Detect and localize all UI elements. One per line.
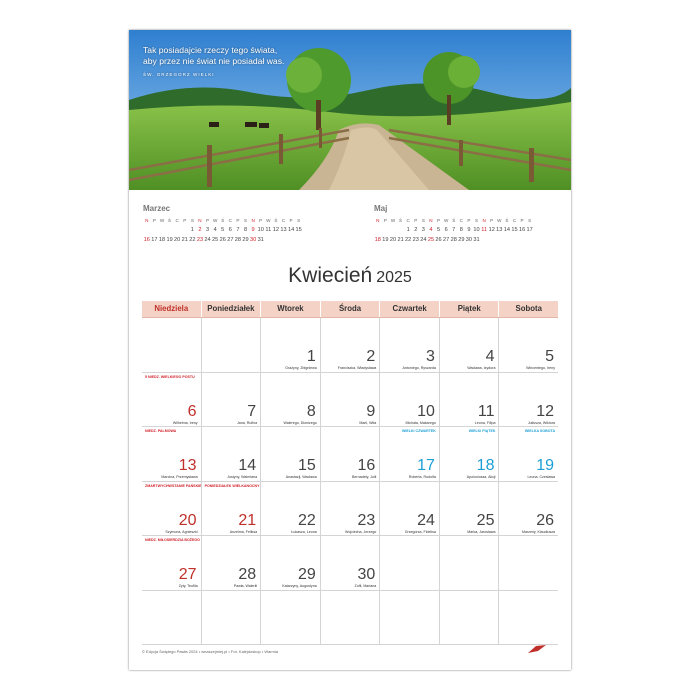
liturgical-note: WIELKA SOBOTA [524,429,556,433]
quote [143,45,284,80]
name-day: Wojciecha, Jerzego [345,529,377,534]
name-day: Grzegorza, Fidelisa [404,529,436,534]
mini-day-number: 26 [219,237,226,243]
mini-day-number: 17 [526,227,533,233]
day-cell [142,373,201,427]
mini-day-letter: P [183,217,187,223]
mini-day-number: 24 [204,237,211,243]
name-day: Juliusza, Wiktora [527,420,556,425]
mini-day-number: 14 [287,227,295,233]
calendar-sheet [129,30,571,670]
mini-week-row [143,235,302,245]
day-number: 10 [417,402,435,420]
mini-day-number: 31 [473,237,480,243]
month-year: 2025 [376,269,412,286]
weekday-label: Środa [320,301,380,317]
day-number: 26 [536,511,555,529]
day-cell [439,318,499,372]
mini-day-number: 15 [511,227,518,233]
day-cell [201,427,261,481]
day-number: 23 [357,511,376,529]
mini-calendar-march [143,204,302,245]
name-day: Marka, Jarosława [467,529,496,534]
mini-day-letter: P [236,217,240,223]
mini-day-header [374,215,533,225]
mini-day-number: 6 [228,227,232,233]
day-cell [320,427,380,481]
mini-day-number: 19 [382,237,389,243]
day-number: 7 [247,402,257,420]
day-number: 21 [238,511,257,529]
weekday-label: Sobota [498,301,558,317]
day-cell [201,536,261,590]
day-cell [379,536,439,590]
mini-day-letter: Ś [452,217,456,223]
day-cell [142,536,201,590]
day-cell [260,482,320,536]
day-number: 20 [178,511,197,529]
mini-day-number: 4 [213,227,217,233]
mini-day-number: 7 [236,227,240,233]
mini-day-number: 16 [518,227,526,233]
day-cell [379,318,439,372]
mini-day-number: 18 [374,237,381,243]
day-cell [379,427,439,481]
mini-day-letter: W [159,217,165,223]
mini-day-number: 11 [265,227,272,233]
mini-day-number: 4 [429,227,433,233]
quote-line-2: aby przez nie świat nie posiadał was. [143,56,285,66]
day-cell [320,536,380,590]
mini-day-number: 15 [295,227,302,233]
name-day: Anzelma, Feliksa [229,529,258,534]
mini-day-number: 5 [221,227,225,233]
mini-day-number: 2 [198,227,202,233]
mini-day-number: 3 [421,227,425,233]
mini-day-number: 14 [503,227,510,233]
day-cell [439,536,499,590]
weekday-label: Piątek [439,301,499,317]
mini-day-number: 23 [412,237,419,243]
mini-day-letter: P [383,217,387,223]
day-cell [260,591,320,645]
liturgical-note: 5 NIEDZ. WIELKIEGO POSTU [145,374,195,379]
mini-day-letter: Ś [505,217,509,223]
day-cell [320,318,380,372]
day-number: 8 [306,402,316,420]
landscape-photo [129,30,571,190]
day-number: 15 [297,457,316,474]
mini-day-number: 29 [242,237,249,243]
day-cell [260,373,320,427]
day-cell [142,318,201,372]
mini-day-letter: P [289,217,293,223]
mini-day-letter: N [482,217,486,223]
mini-day-letter: P [152,217,156,223]
mini-day-number: 3 [205,227,210,233]
name-day: Leona, Filipa [474,420,496,425]
mini-day-letter: Ś [168,217,172,223]
day-number: 27 [178,566,197,583]
mini-day-number: 18 [158,237,166,243]
name-day: Szymona, Agnieszki [165,529,198,534]
day-number: 13 [178,457,197,474]
day-number: 22 [297,511,316,529]
name-day: Walerego, Dionizego [283,420,317,425]
day-number: 5 [545,348,555,365]
week-row [142,373,558,428]
mini-day-number: 9 [467,227,471,233]
mini-day-number: 25 [212,237,219,243]
publisher-logo [526,643,548,655]
liturgical-note: NIEDZ. MIŁOSIERDZIA BOŻEGO [145,538,200,542]
mini-day-letter: P [520,217,524,223]
mini-week-row [374,225,533,235]
day-cell [201,318,261,372]
weeks [142,318,558,645]
day-cell [498,427,558,481]
day-cell [201,373,261,427]
name-day: Pawła, Waleriii [233,584,258,588]
week-row [142,318,558,373]
mini-day-number: 21 [181,237,188,243]
mini-day-number: 28 [234,237,242,243]
name-day: Apoloniusza, Alicji [466,475,496,479]
day-number: 9 [366,402,376,420]
mini-calendar-title: Maj [374,204,388,213]
mini-day-letter: P [490,217,494,223]
month-name: Kwiecień [288,264,373,287]
day-number: 11 [477,402,495,420]
mini-day-letter: C [175,217,179,223]
name-day: Leona, Czesława [527,475,556,479]
mini-day-number: 17 [151,237,158,243]
mini-day-number: 21 [397,237,404,243]
mini-day-letter: C [459,217,463,223]
day-number: 12 [536,402,555,420]
mini-day-number: 9 [251,227,255,233]
name-day: Wacława, Izydora [467,366,496,370]
weekday-label: Niedziela [154,304,189,313]
mini-day-letter: N [376,217,380,223]
mini-day-number: 25 [427,237,435,243]
mini-day-number: 13 [280,227,287,233]
mini-day-letter: W [497,217,502,223]
day-cell [379,482,439,536]
mini-day-number: 29 [458,237,465,243]
mini-day-letter: C [281,217,286,223]
mini-day-number: 8 [459,227,463,233]
day-cell [142,591,201,645]
weekday-label: Czwartek [379,301,439,317]
day-cell [498,318,558,372]
mini-day-number: 30 [249,237,257,243]
week-row [142,427,558,482]
day-number: 1 [306,348,316,365]
weekday-label: Poniedziałek [201,301,261,317]
name-day: Michała, Makarego [405,420,436,425]
week-row [142,536,558,591]
month-grid [142,301,558,645]
mini-day-number: 6 [444,227,448,233]
mini-day-letter: Ś [274,217,278,223]
weekday-label: Wtorek [260,301,320,317]
day-number: 30 [357,566,376,583]
day-number: 6 [187,402,197,420]
liturgical-note: WIELKI CZWARTEK [401,429,436,433]
day-cell [498,373,558,427]
mini-calendar-title: Marzec [143,204,171,213]
mini-day-letter: P [206,217,210,223]
day-cell [439,591,499,645]
day-number: 2 [366,348,376,365]
mini-day-letter: N [198,217,202,223]
day-cell [320,591,380,645]
day-cell [320,373,380,427]
mini-day-letter: S [243,217,248,223]
name-day: Grażyny, Zbigniewa [285,366,317,370]
quote-line-1: Tak posiadajcie rzeczy tego świata, [143,45,278,55]
day-number: 19 [536,457,555,474]
mini-day-letter: Ś [399,217,403,223]
day-cell [498,482,558,536]
mini-day-letter: P [467,217,471,223]
name-day: Anastazji, Wacława [285,475,317,479]
mini-day-number: 11 [481,227,488,233]
day-cell [439,373,499,427]
day-cell [260,427,320,481]
name-day: Zyty, Teofila [178,584,198,588]
mini-day-number: 7 [452,227,456,233]
month-title [129,264,571,288]
day-number: 25 [476,511,495,529]
mini-day-letter: P [437,217,441,223]
day-cell [260,536,320,590]
mini-day-letter: C [406,217,410,223]
day-number: 4 [485,348,495,365]
mini-day-number: 5 [436,227,441,233]
day-cell [439,482,499,536]
mini-day-number: 30 [465,237,473,243]
day-number: 24 [417,511,435,529]
mini-day-number: 8 [243,227,248,233]
mini-day-number: 20 [174,237,181,243]
mini-day-number: 27 [443,237,450,243]
day-cell [379,373,439,427]
mini-week-row [143,225,302,235]
mini-day-number: 27 [227,237,234,243]
name-day: Łukasza, Leona [291,529,317,534]
mini-day-number: 10 [257,227,264,233]
day-cell [498,536,558,590]
mini-day-letter: N [429,217,433,223]
day-number: 17 [417,457,435,474]
liturgical-note: NIEDZ. PALMOWA [145,429,177,433]
day-number: 29 [297,566,316,583]
day-number: 16 [357,457,376,474]
mini-day-number: 26 [435,237,442,243]
day-number: 28 [238,566,257,583]
mini-day-number: 19 [166,237,173,243]
liturgical-note: WIELKI PIĄTEK [468,429,496,433]
name-day: Wincentego, Ireny [526,366,556,370]
day-number: 14 [238,457,257,474]
day-cell [498,591,558,645]
mini-day-letter: N [145,217,149,223]
mini-day-number: 22 [405,237,412,243]
week-row [142,482,558,537]
day-cell [142,427,201,481]
mini-day-letter: S [528,217,532,223]
day-cell [142,482,201,536]
mini-day-number: 10 [473,227,480,233]
name-day: Zofii, Mariana [354,584,377,588]
mini-day-letter: P [259,217,263,223]
day-number: 18 [476,457,495,474]
mini-day-letter: S [190,217,194,223]
name-day: Marcina, Przemysława [161,475,198,479]
day-cell [439,427,499,481]
mini-day-letter: S [421,217,425,223]
mini-day-number: 1 [190,227,194,233]
quote-author: ŚW. GRZEGORZ WIELKI [143,72,215,77]
mini-day-number: 2 [414,227,418,233]
name-day: Justyny, Waleriana [227,475,258,479]
footer-credit: © Edycja Świętego Pawła 2024 • wnaszejmiej.pl • Fot. Kalejdoskop • Warmia [142,649,278,654]
liturgical-note: ZMARTWYCHWSTANIE PAŃSKIE [145,483,202,488]
mini-day-letter: Ś [221,217,225,223]
name-day: Marii, Wita [359,420,377,425]
mini-day-letter: W [212,217,218,223]
week-row [142,591,558,646]
day-cell [379,591,439,645]
mini-week-row [374,235,533,245]
mini-calendar-may [374,204,533,245]
name-day: Antoniego, Ryszarda [402,366,436,370]
day-cell [320,482,380,536]
mini-day-number: 13 [496,227,503,233]
weekday-header [142,301,558,318]
mini-day-letter: S [474,217,479,223]
name-day: Wilhelma, Ireny [172,420,198,425]
mini-day-number: 24 [420,237,427,243]
mini-day-letter: C [512,217,517,223]
mini-day-number: 20 [389,237,397,243]
name-day: Franciszka, Władysława [337,366,377,370]
name-day: Katarzyny, Augustyna [282,584,317,588]
mini-day-number: 31 [257,237,264,243]
mini-day-number: 12 [488,227,495,233]
mini-day-letter: P [414,217,418,223]
day-cell [201,482,261,536]
name-day: Jana, Rufina [236,420,258,425]
name-day: Bernadety, Julii [352,475,377,479]
day-cell [260,318,320,372]
mini-day-number: 23 [196,237,204,243]
mini-day-number: 22 [189,237,196,243]
mini-day-header [143,215,302,225]
liturgical-note: PONIEDZIAŁEK WIELKANOCNY [204,483,260,488]
mini-day-number: 12 [272,227,279,233]
mini-day-number: 16 [143,237,150,243]
mini-day-letter: W [443,217,449,223]
day-cell [201,591,261,645]
mini-day-number: 28 [450,237,457,243]
mini-day-letter: N [251,217,255,223]
mini-day-number: 1 [406,227,410,233]
mini-day-letter: S [297,217,301,223]
mini-day-letter: W [266,217,271,223]
day-number: 3 [425,348,435,365]
mini-day-letter: C [228,217,232,223]
mini-day-letter: W [390,217,396,223]
name-day: Marzeny, Klaudiusza [521,529,556,534]
name-day: Roberta, Rudolfa [408,475,436,479]
